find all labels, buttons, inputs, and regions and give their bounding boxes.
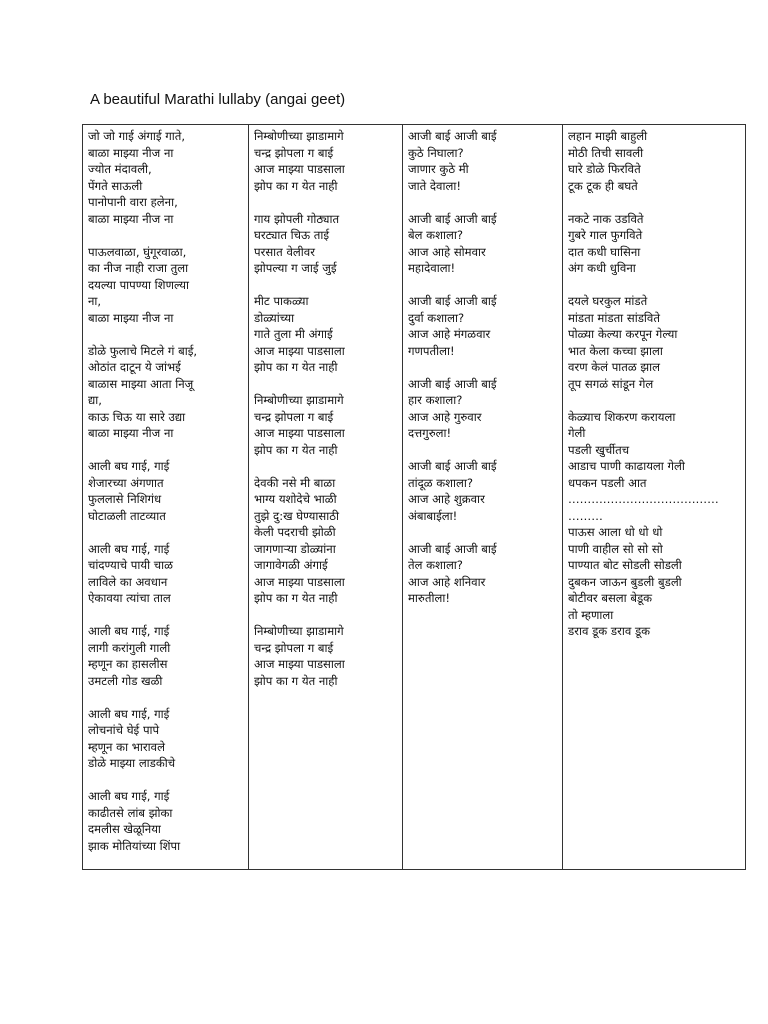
lyric-line: चांदण्याचे पायी चाळ	[88, 558, 173, 572]
lyric-line: टूक टूक ही बघते	[568, 178, 638, 193]
lyric-line: आज माझ्या पाडसाला	[254, 162, 345, 176]
lyric-line: का नीज नाही राजा तुला	[88, 261, 189, 275]
lyric-line: आली बघ गाई, गाई	[88, 624, 170, 638]
lyric-line: ………	[568, 508, 603, 523]
lyric-line: घारे डोळे फिरविते	[568, 162, 641, 176]
lyric-line: दुबकन जाऊन बुडली बुडली	[568, 574, 682, 589]
lyric-line: बेल कशाला?	[408, 228, 463, 242]
stanza	[88, 128, 248, 227]
lyric-line: जागावेगळी अंगाई	[254, 558, 328, 572]
lyric-line: गेली	[568, 426, 586, 440]
stanza	[254, 392, 402, 458]
lyric-line: डोळे माझ्या लाडकीचे	[88, 756, 176, 770]
lyric-line: बाळा माझ्या नीज ना	[88, 145, 174, 160]
lyric-line: दमलीस खेळूनिया	[88, 822, 161, 836]
lyric-line: भाग्य यशोदेचे भाळी	[254, 492, 337, 506]
lyric-line: झोप का ग येत नाही	[254, 360, 338, 374]
lyric-line: द्या,	[88, 393, 102, 407]
lyric-line: घरट्यात चिऊ ताई	[254, 228, 330, 242]
lyric-line: डोळ्यांच्या	[254, 310, 295, 325]
lyric-line: नकटे नाक उडविते	[568, 211, 644, 226]
lyric-line: ओठांत दाटून ये जांभई	[88, 360, 181, 374]
column-3	[403, 125, 563, 869]
lyric-line: पडली खुर्चीतच	[568, 442, 630, 457]
lyric-line: कुठे निघाला?	[408, 145, 464, 160]
lyric-line: पानोपानी वारा हलेना,	[88, 195, 178, 209]
stanza	[88, 706, 248, 772]
lyric-line: बाळा माझ्या नीज ना	[88, 211, 174, 226]
lyric-line: आज आहे मंगळवार	[408, 327, 491, 341]
stanza	[88, 343, 248, 442]
lyric-line: दयल्या पापण्या शिणल्या	[88, 277, 189, 292]
lyric-line: पाण्यात बोट सोडली सोडली	[568, 558, 682, 572]
lyric-line: शेजारच्या अंगणात	[88, 475, 164, 490]
lyric-line: केळ्याच शिकरण करायला	[568, 409, 676, 424]
lyric-line: मारुतीला!	[408, 591, 450, 605]
lyric-line: आली बघ गाई, गाई	[88, 459, 170, 473]
stanza	[408, 458, 562, 524]
lyric-line: पेंगते साऊली	[88, 178, 143, 193]
lyric-line: आज माझ्या पाडसाला	[254, 343, 345, 358]
lyric-line: झोप का ग येत नाही	[254, 178, 338, 193]
stanza	[88, 623, 248, 689]
lyric-line: आज माझ्या पाडसाला	[254, 574, 345, 589]
lyric-line: काऊ चिऊ या सारे उद्या	[88, 409, 186, 424]
lyric-line: बाळा माझ्या नीज ना	[88, 426, 174, 440]
lyric-line: केली पदराची झोळी	[254, 525, 336, 539]
lyrics-table	[82, 124, 746, 870]
lyric-line: म्हणून का भारावले	[88, 739, 165, 754]
column-2	[249, 125, 403, 869]
lyric-line: तांदूळ कशाला?	[408, 475, 474, 490]
lyric-line: पोळ्या केल्या करपून गेल्या	[568, 327, 678, 341]
lyric-line: अंबाबाईला!	[408, 508, 458, 523]
lyric-line: आजी बाई आजी बाई	[408, 459, 497, 473]
lyric-line: लोचनांचे घेई पापे	[88, 723, 160, 737]
stanza	[408, 211, 562, 277]
lyric-line: उमटली गोड खळी	[88, 673, 163, 688]
lyric-line: पाऊलवाळा, घुंगूरवाळा,	[88, 244, 187, 259]
lyric-line: जो जो गाई अंगाई गाते,	[88, 129, 186, 143]
lyric-line: झोप का ग येत नाही	[254, 591, 338, 605]
lyric-line: आजी बाई आजी बाई	[408, 376, 497, 391]
lyric-line: झोपल्या ग जाई जुई	[254, 261, 337, 275]
lyric-line: लाविले का अवधान	[88, 574, 168, 589]
lyric-line: निम्बोणीच्या झाडामागे	[254, 393, 344, 407]
lyric-line: आज आहे शनिवार	[408, 574, 486, 589]
stanza	[88, 541, 248, 607]
stanza	[254, 128, 402, 194]
lyric-line: तूप सगळं सांडून गेल	[568, 376, 654, 391]
lyric-line: आज माझ्या पाडसाला	[254, 426, 345, 440]
lyric-line: चन्द्र झोपला ग बाई	[254, 145, 334, 160]
lyric-line: पाणी वाहील सो सो सो	[568, 541, 663, 556]
lyric-line: काढीतसे लांब झोका	[88, 805, 173, 820]
column-1	[83, 125, 249, 869]
lyric-line: ऐकावया त्यांचा ताल	[88, 591, 171, 605]
lyric-line: डोळे फुलाचे मिटले गं बाई,	[88, 343, 198, 358]
lyric-line: महादेवाला!	[408, 261, 456, 275]
stanza	[408, 293, 562, 359]
lyric-line: वरण केलं पातळ झाल	[568, 360, 661, 374]
lyric-line: चन्द्र झोपला ग बाई	[254, 640, 334, 655]
lyric-line: ज्योत मंदावली,	[88, 162, 152, 176]
lyric-line: पाऊस आला धो धो धो	[568, 525, 663, 539]
lyric-line: निम्बोणीच्या झाडामागे	[254, 129, 344, 143]
stanza	[408, 376, 562, 442]
lyric-line: दात कधी घासिना	[568, 244, 641, 259]
column-4	[563, 125, 745, 869]
lyric-line: …………………………………	[568, 492, 719, 506]
stanza	[254, 475, 402, 607]
stanza	[568, 211, 745, 277]
lyric-line: दयले घरकुल मांडते	[568, 294, 648, 308]
lyric-line: दत्तगुरुला!	[408, 426, 452, 440]
lyric-line: आज आहे सोमवार	[408, 244, 486, 259]
lyric-line: परसात वेलीवर	[254, 244, 315, 259]
lyric-line: भात केला कच्चा झाला	[568, 343, 663, 358]
lyric-line: फुललासे निशिगंध	[88, 492, 162, 506]
lyric-line: तुझे दु:ख घेण्यासाठी	[254, 508, 339, 523]
lyric-line: निम्बोणीच्या झाडामागे	[254, 624, 344, 638]
lyric-line: आज आहे शुक्रवार	[408, 492, 485, 506]
lyric-line: गणपतीला!	[408, 343, 455, 358]
lyric-line: डराव डूक डराव डूक	[568, 624, 651, 638]
lyric-line: चन्द्र झोपला ग बाई	[254, 409, 334, 424]
lyric-line: तेल कशाला?	[408, 558, 463, 572]
lyric-line: दुर्वा कशाला?	[408, 310, 465, 325]
lyric-line: मांडता मांडता सांडविते	[568, 310, 660, 325]
lyric-line: बाळास माझ्या आता निजू	[88, 376, 194, 391]
stanza	[88, 788, 248, 854]
document-title: A beautiful Marathi lullaby (angai geet)	[90, 91, 346, 108]
stanza	[568, 293, 745, 392]
stanza	[254, 211, 402, 277]
lyric-line: अंग कधी धुविना	[568, 261, 636, 275]
lyric-line: आज आहे गुरुवार	[408, 409, 482, 424]
lyric-line: जाते देवाला!	[408, 178, 462, 193]
lyric-line: आजी बाई आजी बाई	[408, 294, 497, 308]
stanza	[568, 409, 745, 640]
lyric-line: गाय झोपली गोठ्यात	[254, 211, 340, 226]
lyric-line: झोप का ग येत नाही	[254, 673, 338, 688]
lyric-line: जागणाऱ्या डोळ्यांना	[254, 541, 336, 556]
lyric-line: ना,	[88, 294, 102, 308]
lyric-line: गाते तुला मी अंगाई	[254, 327, 333, 341]
lyric-line: आजी बाई आजी बाई	[408, 541, 497, 556]
lyric-line: घोटाळली ताटव्यात	[88, 508, 166, 523]
stanza	[88, 244, 248, 327]
lyric-line: झोप का ग येत नाही	[254, 442, 338, 457]
lyric-line: देवकी नसे मी बाळा	[254, 475, 336, 490]
lyric-line: लागी करांगुली गाली	[88, 640, 171, 655]
lyric-line: झाक मोतियांच्या शिंपा	[88, 838, 181, 853]
stanza	[88, 458, 248, 524]
lyric-line: आजी बाई आजी बाई	[408, 211, 497, 226]
lyric-line: आज माझ्या पाडसाला	[254, 657, 345, 671]
lyric-line: आली बघ गाई, गाई	[88, 789, 170, 803]
lyric-line: आली बघ गाई, गाई	[88, 706, 170, 721]
stanza	[408, 128, 562, 194]
lyric-line: बाळा माझ्या नीज ना	[88, 310, 174, 325]
lyric-line: तो म्हणाला	[568, 607, 614, 622]
stanza	[568, 128, 745, 194]
stanza	[408, 541, 562, 607]
lyric-line: बोटीवर बसला बेडूक	[568, 591, 653, 605]
lyric-line: मोठी तिची सावली	[568, 145, 644, 160]
lyric-line: लहान माझी बाहुली	[568, 129, 648, 143]
stanza	[254, 293, 402, 376]
lyric-line: मीट पाकळ्या	[254, 294, 309, 308]
stanza	[254, 623, 402, 689]
lyric-line: म्हणून का हासलीस	[88, 657, 168, 671]
lyric-line: आजी बाई आजी बाई	[408, 129, 497, 143]
lyric-line: आली बघ गाई, गाई	[88, 541, 170, 556]
lyric-line: हार कशाला?	[408, 393, 463, 407]
lyric-line: जाणार कुठे मी	[408, 162, 469, 176]
lyric-line: आडाच पाणी काढायला गेली	[568, 459, 685, 473]
lyric-line: धपकन पडली आत	[568, 475, 647, 490]
lyric-line: गुबरे गाल फुगविते	[568, 228, 643, 242]
